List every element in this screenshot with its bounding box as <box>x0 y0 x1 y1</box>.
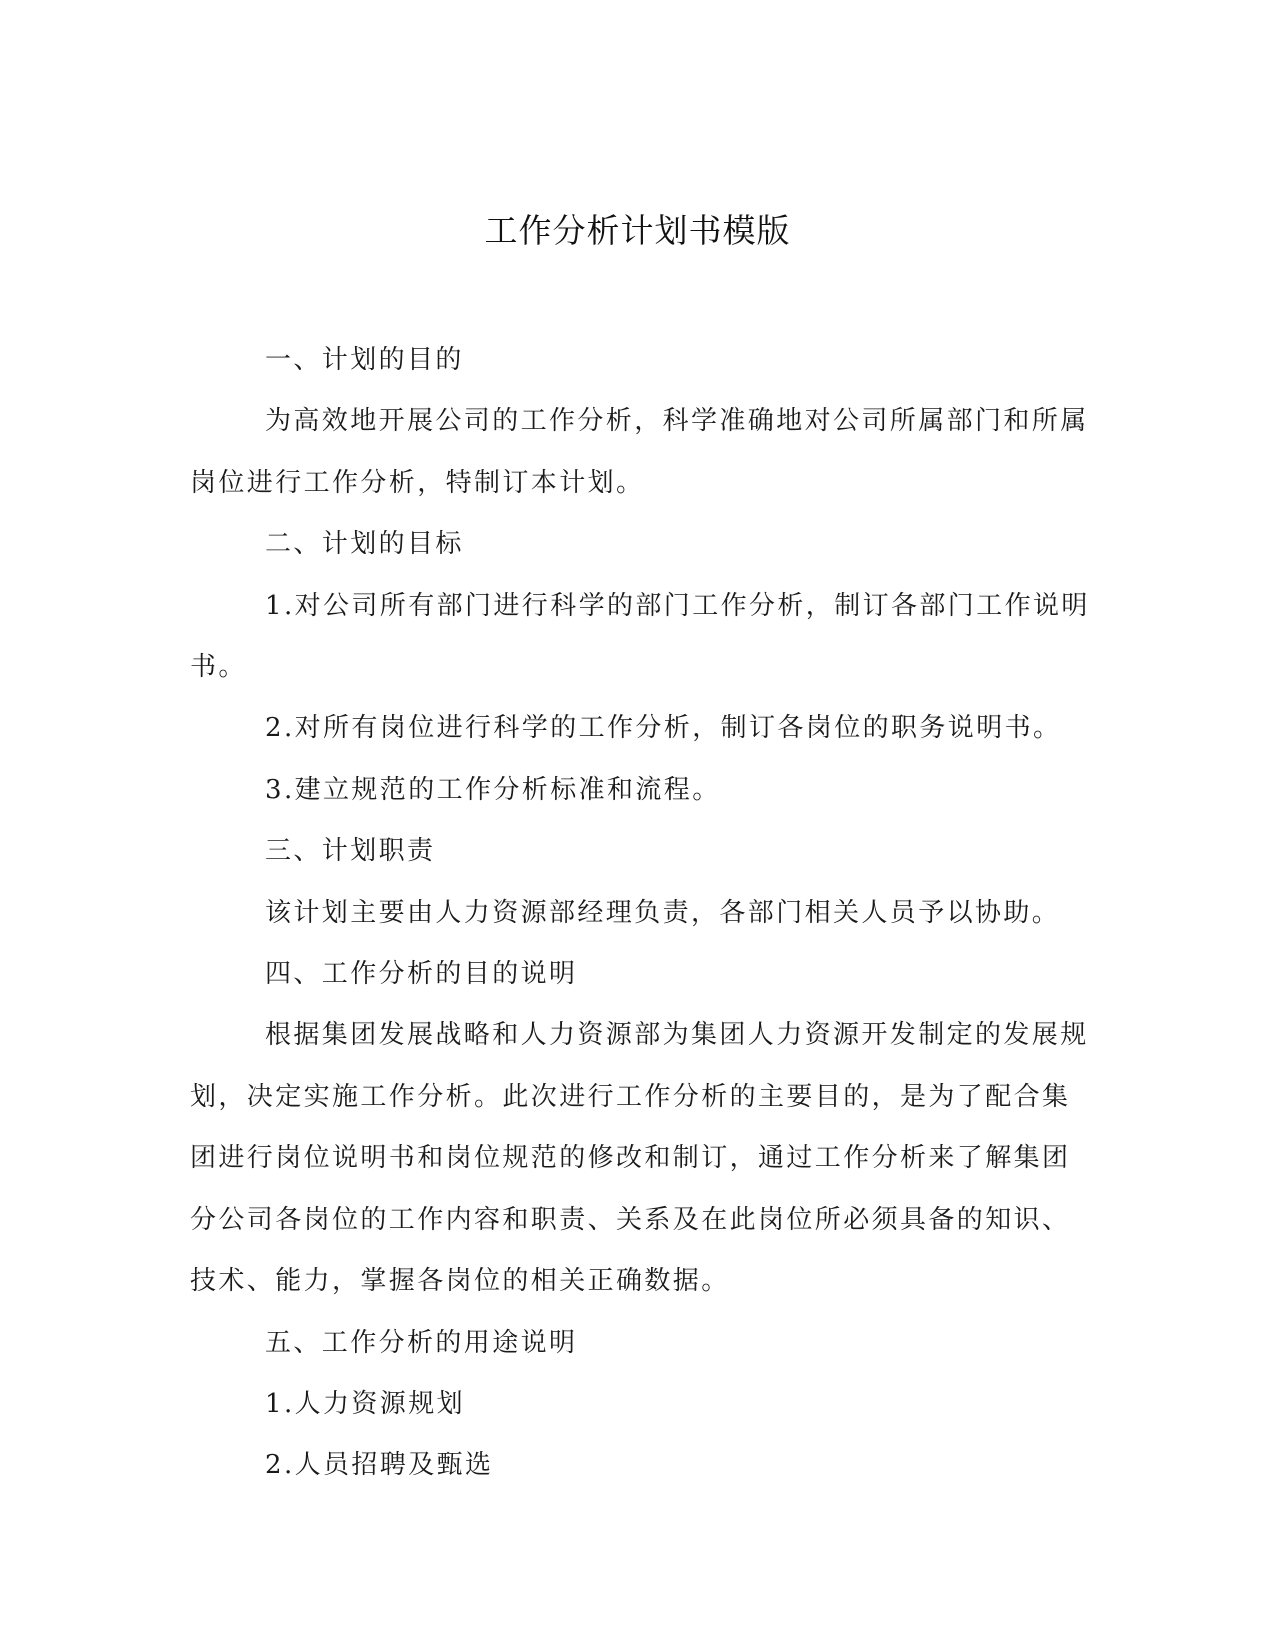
use-item-2: 2.人员招聘及甄选 <box>265 1450 494 1481</box>
section-heading-4: 四、工作分析的目的说明 <box>265 959 578 990</box>
paragraph-purpose: 为高效地开展公司的工作分析，科学准确地对公司所属部门和所属岗位进行工作分析，特制订本计划。 <box>190 406 1089 498</box>
goal-item-3: 3.建立规范的工作分析标准和流程。 <box>265 774 721 805</box>
document-title: 工作分析计划书模版 <box>484 211 791 250</box>
section-heading-2: 二、计划的目标 <box>265 529 464 560</box>
use-item-1: 1.人力资源规划 <box>265 1388 466 1419</box>
section-heading-1: 一、计划的目的 <box>265 345 464 375</box>
goal-item-2: 2.对所有岗位进行科学的工作分析，制订各岗位的职务说明书。 <box>265 713 1062 744</box>
document-body <box>190 330 1090 1497</box>
paragraph-responsibility: 该计划主要由人力资源部经理负责，各部门相关人员予以协助。 <box>265 897 1061 928</box>
section-heading-5: 五、工作分析的用途说明 <box>265 1327 578 1358</box>
section-heading-3: 三、计划职责 <box>265 836 436 867</box>
goal-item-1: 1.对公司所有部门进行科学的部门工作分析，制订各部门工作说明书。 <box>190 590 1090 683</box>
paragraph-analysis-purpose: 根据集团发展战略和人力资源部为集团人力资源开发制定的发展规划，决定实施工作分析。此次进行工作分析的主要目的，是为了配合集团进行岗位说明书和岗位规范的修改和制订，通过工作分析来了解集团分公司各岗位的工作内容和职责、关系及在此岗位所必须具备的知识、技术、能力，掌握各岗位的相关正确数据。 <box>190 1020 1089 1297</box>
